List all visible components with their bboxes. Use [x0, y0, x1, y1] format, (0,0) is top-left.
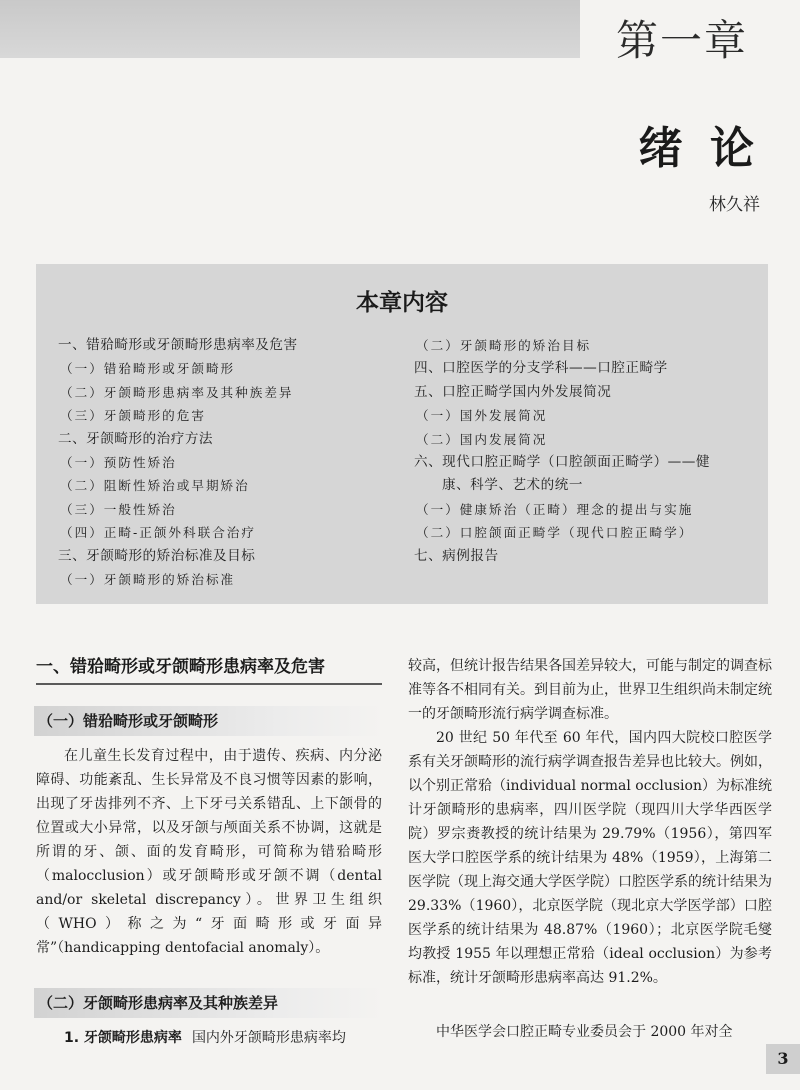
- toc-item: （三）牙颌畸形的危害: [60, 408, 206, 424]
- toc-item: （一）国外发展简况: [416, 408, 548, 424]
- contents-heading: 本章内容: [356, 290, 448, 316]
- toc-item: 二、牙颌畸形的治疗方法: [58, 430, 214, 447]
- body-paragraph: 较高，但统计报告结果各国差异较大，可能与制定的调查标准等各不相同有关。到目前为止，世界卫生组织尚未制定统一的牙颌畸形流行病学调查标准。: [408, 658, 772, 722]
- toc-right-column: [414, 334, 754, 568]
- chapter-title: 绪 论: [638, 123, 760, 174]
- toc-item: 六、现代口腔正畸学（口腔颌面正畸学）——健: [414, 454, 710, 471]
- toc-item: （二）牙颌畸形患病率及其种族差异: [60, 384, 294, 400]
- body-paragraph: 中华医学会口腔正畸专业委员会于 2000 年对全: [436, 1024, 733, 1040]
- toc-item: （二）口腔颌面正畸学（现代口腔正畸学）: [416, 525, 694, 541]
- toc-item: （一）错𬌗畸形或牙颌畸形: [60, 361, 236, 377]
- toc-item: 一、错𬌗畸形或牙颌畸形患病率及危害: [58, 337, 298, 353]
- toc-item: 三、牙颌畸形的矫治标准及目标: [58, 547, 256, 564]
- toc-item: （二）阻断性矫治或早期矫治: [60, 478, 250, 494]
- toc-item: （二）国内发展简况: [416, 431, 548, 447]
- toc-item: 五、口腔正畸学国内外发展简况: [414, 383, 612, 400]
- chapter-contents-box: [36, 264, 768, 604]
- toc-item: 四、口腔医学的分支学科——口腔正畸学: [414, 360, 668, 377]
- author-name: 林久祥: [709, 195, 760, 215]
- subsection-heading: （二）牙颌畸形患病率及其种族差异: [34, 988, 384, 1018]
- toc-left-column: [58, 334, 398, 591]
- toc-item: （三）一般性矫治: [60, 501, 177, 517]
- page-number: 3: [766, 1044, 800, 1074]
- toc-item: （四）正畸-正颌外科联合治疗: [60, 525, 256, 541]
- toc-item: （一）牙颌畸形的矫治标准: [60, 572, 236, 588]
- toc-item: （一）预防性矫治: [60, 455, 177, 471]
- paragraph-text: 国内外牙颌畸形患病率均: [191, 1030, 346, 1046]
- toc-item: 康、科学、艺术的统一: [442, 477, 583, 494]
- chapter-label: 第一章: [615, 16, 748, 65]
- section-heading: 一、错𬌗畸形或牙颌畸形患病率及危害: [36, 652, 382, 685]
- toc-item: 七、病例报告: [414, 547, 499, 564]
- paragraph-lead-in: 1. 牙颌畸形患病率: [64, 1030, 182, 1046]
- toc-item: （一）健康矫治（正畸）理念的提出与实施: [416, 501, 694, 517]
- body-paragraph: [36, 1026, 382, 1050]
- chapter-header-band: [0, 0, 580, 58]
- body-paragraph: 20 世纪 50 年代至 60 年代，国内四大院校口腔医学系有关牙颌畸形的流行病学调查报告差异也比较大。例如，以个别正常𬌗（individual normal occlusion）为标准统计牙颌畸形的患病率，四川医学院（现四川大学华西医学院）罗宗赉教授的统计结果为 29.79%（1956），第四军医大学口腔医学系的统计结果为 48%（1959），上海第二医学院（现上海交通大学医学院）口腔医学系的统计结果为 29.33%（1960），北京医学院（现北京大学医学部）口腔医学系的统计结果为 48.87%（1960）；北京医学院毛燮均教授 1955 年以理想正常𬌗（ideal occlusion）为参考标准，统计牙颌畸形患病率高达 91.2%。: [408, 730, 772, 986]
- toc-item: （二）牙颌畸形的矫治目标: [416, 338, 592, 353]
- subsection-heading: （一）错𬌗畸形或牙颌畸形: [34, 706, 384, 736]
- body-paragraph: 在儿童生长发育过程中，由于遗传、疾病、内分泌障碍、功能紊乱、生长异常及不良习惯等因素的影响，出现了牙齿排列不齐、上下牙弓关系错乱、上下颌骨的位置或大小异常，以及牙颌与颅面关系不协调，这就是所谓的牙、颌、面的发育畸形，可简称为错𬌗畸形（malocclusion）或牙颌畸形或牙颌不调（dental and/or skeletal discrepancy）。世界卫生组织（WHO）称之为“牙面畸形或牙面异常”（handicapping dentofacial anomaly）。: [36, 748, 382, 956]
